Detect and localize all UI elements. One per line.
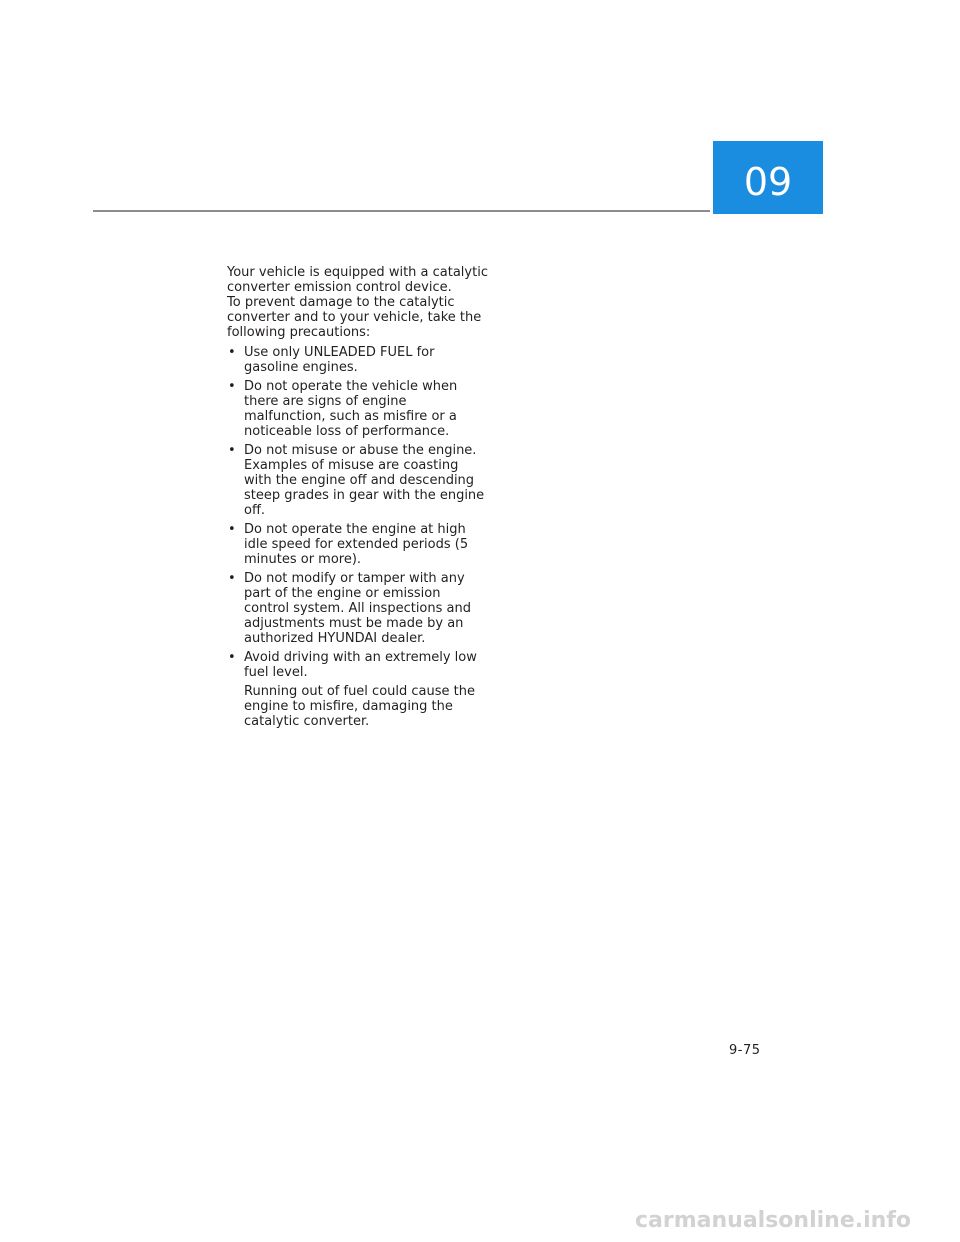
list-item-text: Use only UNLEADED FUEL for gasoline engines. xyxy=(244,345,435,375)
bullet-icon: • xyxy=(228,571,236,586)
bullet-icon: • xyxy=(228,345,236,360)
header-rule xyxy=(93,210,710,212)
chapter-tab xyxy=(713,141,823,214)
intro-paragraph-1: Your vehicle is equipped with a catalytic converter emission control device. xyxy=(227,265,488,295)
intro-paragraph-2: To prevent damage to the catalytic converter and to your vehicle, take the following precautions: xyxy=(227,295,482,340)
bullet-icon: • xyxy=(228,443,236,458)
list-item-note: Running out of fuel could cause the engine to misfire, damaging the catalytic converter. xyxy=(244,684,475,729)
list-item-text: Do not operate the engine at high idle speed for extended periods (5 minutes or more). xyxy=(244,522,469,567)
bullet-icon: • xyxy=(228,379,236,394)
list-item xyxy=(227,650,489,729)
list-item-text: Do not operate the vehicle when there are signs of engine malfunction, such as misfire or a noticeable loss of performance. xyxy=(244,379,458,439)
list-item xyxy=(227,443,489,518)
page-number: 9-75 xyxy=(729,1043,761,1058)
list-item-text: Do not modify or tamper with any part of the engine or emission control system. All inspections and adjustments must be made by an authorized HYUNDAI dealer. xyxy=(244,571,471,646)
list-item-text: Avoid driving with an extremely low fuel level. xyxy=(244,650,477,680)
precautions-list xyxy=(227,345,489,729)
list-item xyxy=(227,345,489,375)
chapter-number: 09 xyxy=(743,159,793,204)
list-item-text: Do not misuse or abuse the engine. Examples of misuse are coasting with the engine off and descending steep grades in gear with the engine off. xyxy=(244,443,485,518)
list-item xyxy=(227,522,489,567)
bullet-icon: • xyxy=(228,522,236,537)
list-item xyxy=(227,379,489,439)
watermark-logo: carmanualsonline.info xyxy=(635,1208,911,1233)
bullet-icon: • xyxy=(228,650,236,665)
body-text xyxy=(227,265,489,733)
list-item xyxy=(227,571,489,646)
